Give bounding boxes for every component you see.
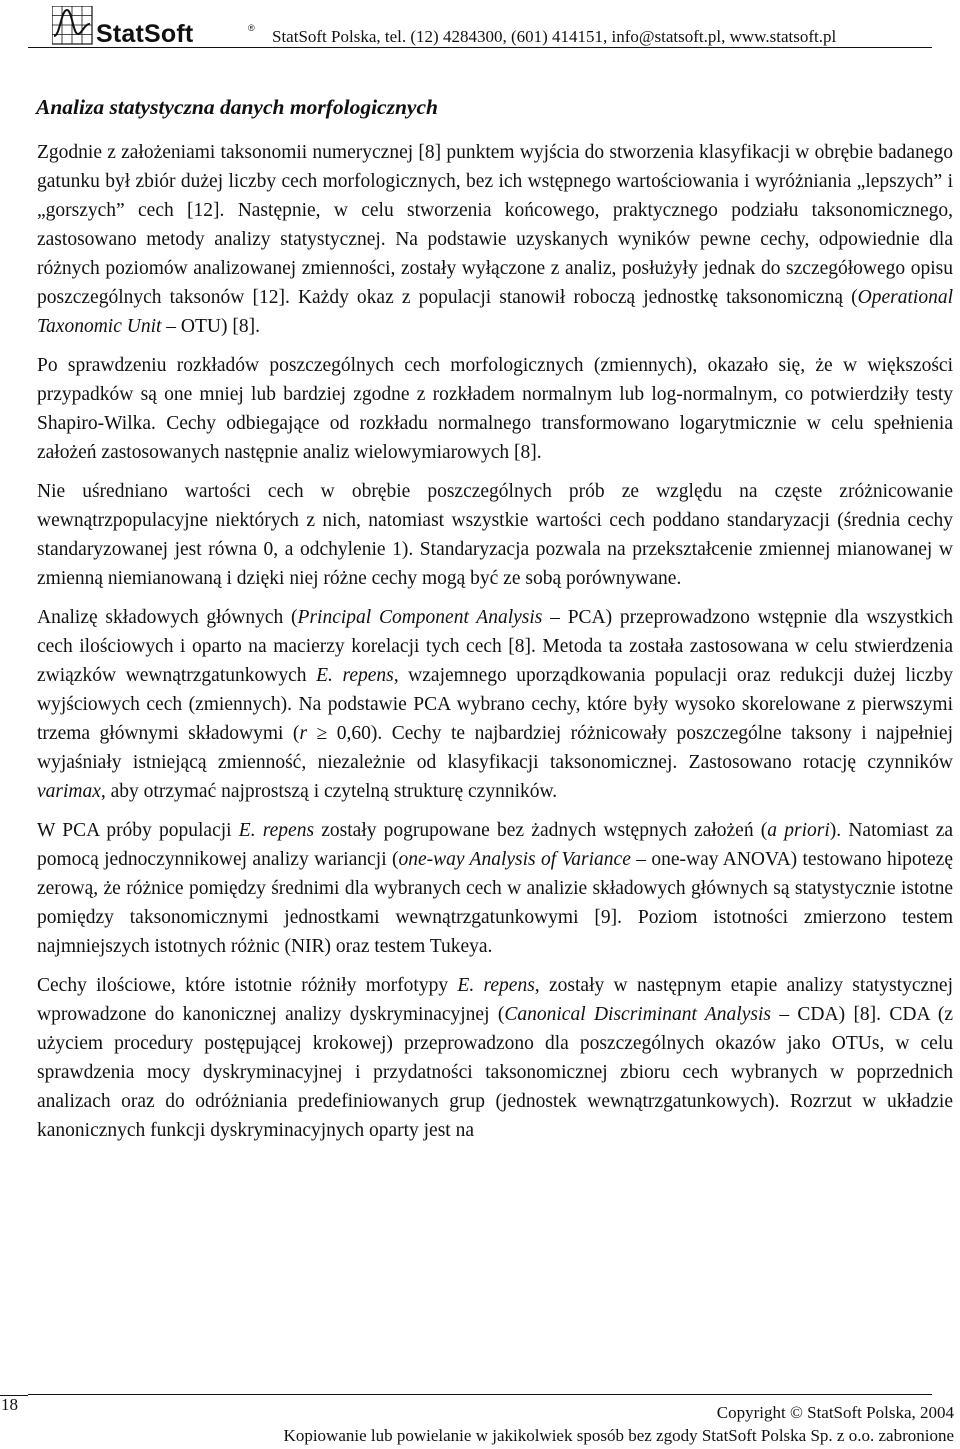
footer-copyright: Copyright © StatSoft Polska, 2004 bbox=[716, 1403, 954, 1422]
italic-text: varimax bbox=[37, 781, 101, 802]
italic-text: E. repens bbox=[238, 820, 315, 841]
paragraph-text: Po sprawdzeniu rozkładów poszczególnych cech morfologicznych (zmiennych), okazało się, że w większości przypadków są one mniej lub bardziej zgodne z rozkładem normalnym lub log-normalnym, co potwierdziły testy Shapiro-Wilka. Cechy odbiegające od rozkładu normalnego transformowano logarytmicznie w celu spełnienia założeń zastosowanych następnie analiz wielowymiarowych [8]. bbox=[37, 355, 953, 463]
paragraph-text: Zgodnie z założeniami taksonomii numerycznej [8] punktem wyjścia do stworzenia klasyfikacji w obrębie badanego gatunku był zbiór dużej liczby cech morfologicznych, bez ich wstępnego wartościowania i wyróżniania „lepszych” i „gorszych” cech [12]. Następnie, w celu stworzenia końcowego, praktycznego podziału taksonomicznego, zastosowano metody analizy statystycznej. Na podstawie uzyskanych wyników pewne cechy, odpowiednie dla różnych poziomów analizowanej zmienności, zostały wyłączone z analiz, posłużyły jednak do szczegółowego opisu poszczególnych taksonów [12]. Każdy okaz z populacji stanowił roboczą jednostkę taksonomiczną ( bbox=[37, 142, 953, 308]
paragraph bbox=[37, 138, 953, 341]
registered-mark: ® bbox=[248, 23, 255, 33]
paragraph-text: zostały pogrupowane bez żadnych wstępnych założeń ( bbox=[314, 820, 768, 841]
paragraph bbox=[37, 603, 953, 806]
logo-text: StatSoft bbox=[96, 20, 194, 48]
paragraph-text: W PCA próby populacji bbox=[37, 820, 239, 841]
body-text bbox=[37, 138, 953, 1155]
paragraph-text: – PCA) przeprowadzono wstępnie dla wszystkich cech ilościowych i oparto na macierzy korelacji tych cech [8]. Metoda ta została zastosowana w celu stwierdzenia związków wewnątrzgatunkowych bbox=[37, 607, 953, 686]
paragraph bbox=[37, 477, 953, 593]
paragraph bbox=[37, 816, 953, 961]
footer-notice: Kopiowanie lub powielanie w jakikolwiek sposób bez zgody StatSoft Polska Sp. z o.o. zabronione bbox=[283, 1426, 954, 1445]
header-contact: StatSoft Polska, tel. (12) 4284300, (601) 414151, info@statsoft.pl, www.statsoft.pl bbox=[272, 27, 837, 46]
italic-text: r bbox=[299, 723, 308, 744]
footer-divider bbox=[28, 1394, 932, 1395]
paragraph-text: Cechy ilościowe, które istotnie różniły morfotypy bbox=[37, 975, 458, 996]
paragraph-text: – one-way ANOVA) testowano hipotezę zerową, że różnice pomiędzy średnimi dla wybranych cech w analizie składowych głównych są statystycznie istotne pomiędzy taksonomicznymi jednostkami wewnątrzgatunkowymi [9]. Poziom istotności zmierzono testem najmniejszych istotnych różnic (NIR) oraz testem Tukeya. bbox=[37, 849, 953, 957]
paragraph-text: Analizę składowych głównych ( bbox=[37, 607, 298, 628]
paragraph-text: Nie uśredniano wartości cech w obrębie poszczególnych prób ze względu na częste zróżnicowanie wewnątrzpopulacyjne niektórych z nich, natomiast wszystkie wartości cech poddano standaryzacji (średnia cechy standaryzowanej jest równa 0, a odchylenie 1). Standaryzacja pozwala na przekształcenie zmiennej mianowanej w zmienną niemianowaną i dzięki niej różne cechy mogą być ze sobą porównywane. bbox=[37, 481, 953, 589]
paragraph-text: ). Natomiast za pomocą jednoczynnikowej analizy wariancji ( bbox=[37, 820, 954, 870]
paragraph-text: – OTU) [8]. bbox=[161, 316, 260, 337]
italic-text: E. repens bbox=[457, 975, 535, 996]
paragraph-text: , aby otrzymać najprostszą i czytelną strukturę czynników. bbox=[100, 781, 558, 802]
italic-text: Canonical Discriminant Analysis bbox=[504, 1004, 771, 1025]
page-number: 18 bbox=[1, 1395, 18, 1414]
paragraph-text: ≥ 0,60). Cechy te najbardziej różnicowały poszczególne taksony i najpełniej wyjaśniały istniejącą zmienność, niezależnie od klasyfikacji taksonomicznej. Zastosowano rotację czynników bbox=[37, 723, 954, 773]
italic-text: E. repens bbox=[316, 665, 394, 686]
paragraph bbox=[37, 971, 953, 1145]
paragraph-text: , wzajemnego uporządkowania populacji oraz redukcji dużej liczby wyjściowych cech (zmiennych). Na podstawie PCA wybrano cechy, które były wysoko skorelowane z pierwszymi trzema głównymi składowymi ( bbox=[37, 665, 953, 744]
italic-text: Operational Taxonomic Unit bbox=[37, 287, 953, 337]
paragraph-text: – CDA) [8]. CDA (z użyciem procedury postępującej krokowej) przeprowadzono dla poszczególnych okazów jako OTUs, w celu sprawdzenia mocy dyskryminacyjnej i przydatności taksonomicznej zbioru cech wybranych w poprzednich analizach oraz do odróżniania predefiniowanych grup (jednostek wewnątrzgatunkowych). Rozrzut w układzie kanonicznych funkcji dyskryminacyjnych oparty jest na bbox=[37, 1004, 953, 1141]
italic-text: one-way Analysis of Variance bbox=[398, 849, 631, 870]
paragraph bbox=[37, 351, 953, 467]
section-title: Analiza statystyczna danych morfologicznych bbox=[36, 95, 438, 119]
italic-text: a priori bbox=[767, 820, 830, 841]
header-divider bbox=[28, 47, 932, 48]
page-header bbox=[28, 6, 932, 48]
italic-text: Principal Component Analysis bbox=[297, 607, 543, 628]
paragraph-text: , zostały w następnym etapie analizy statystycznej wprowadzone do kanonicznej analizy dyskryminacyjnej ( bbox=[37, 975, 953, 1025]
